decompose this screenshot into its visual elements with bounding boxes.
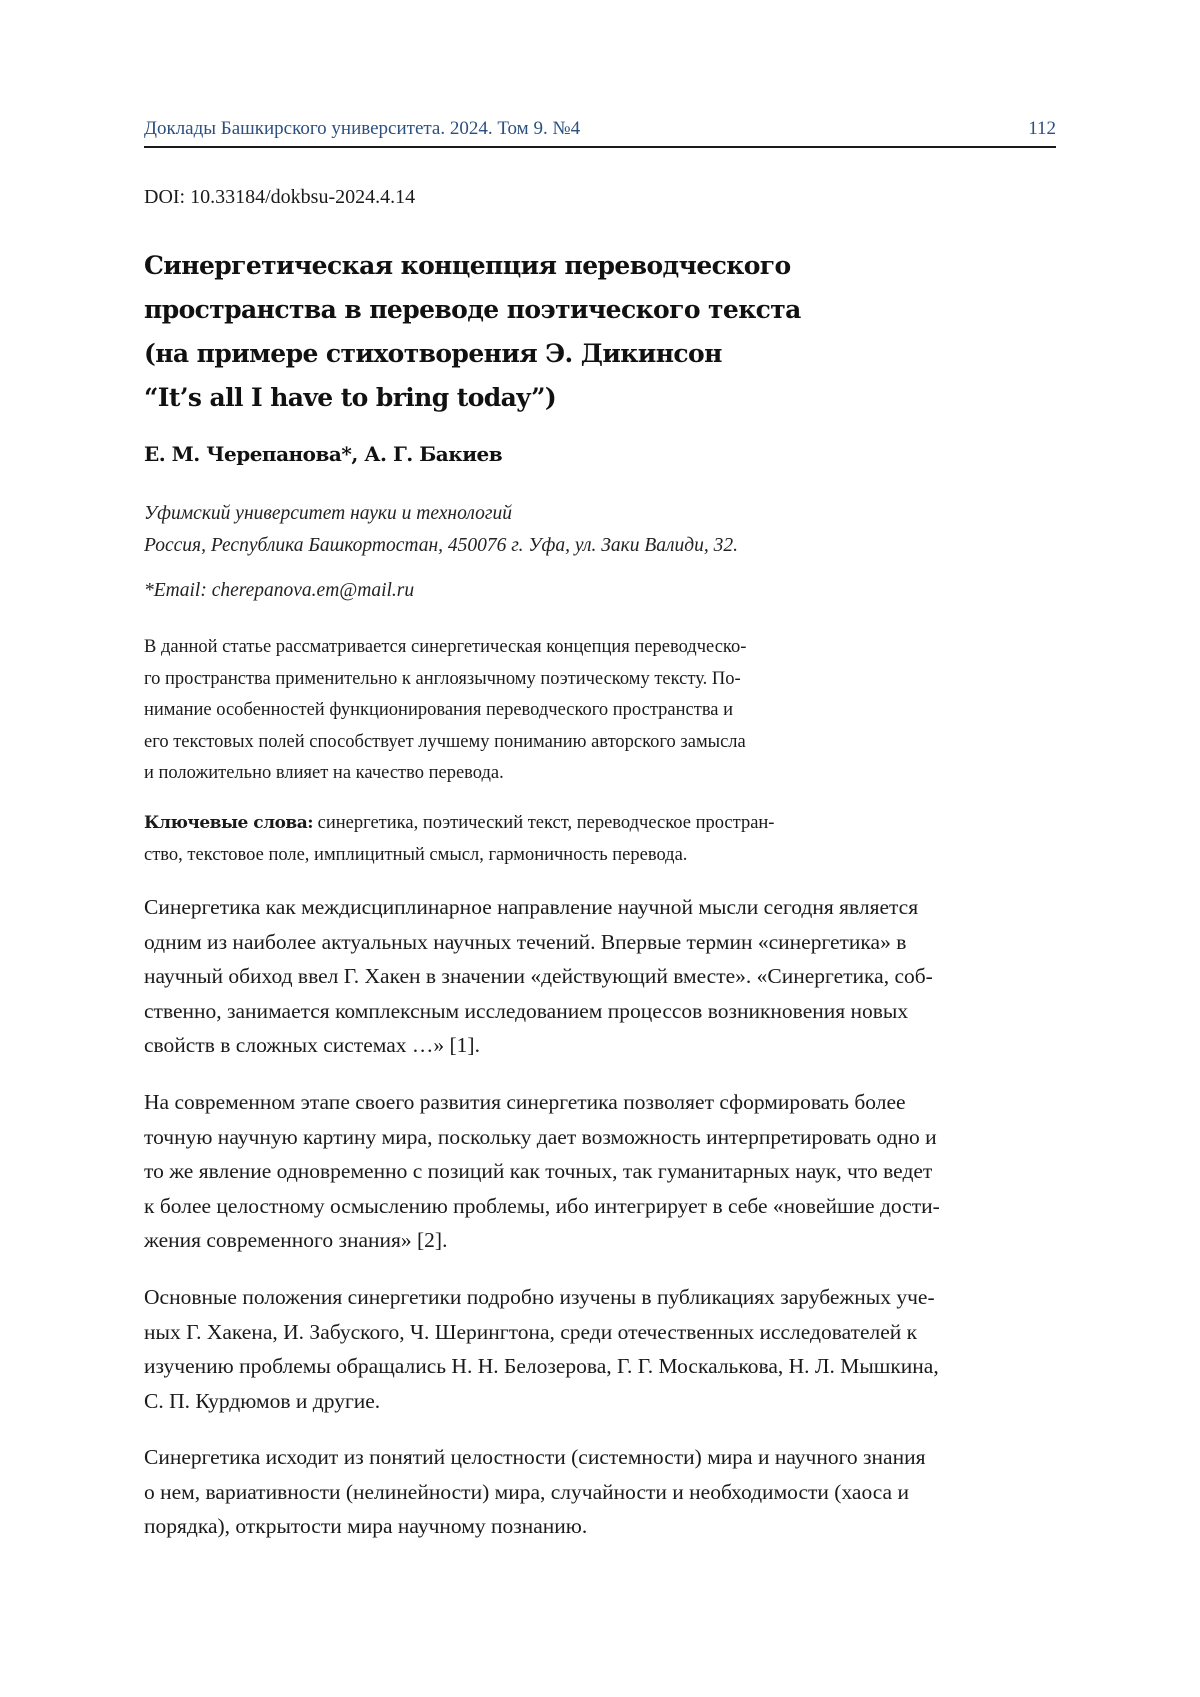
paragraph-line: На современном этапе своего развития синергетика позволяет сформировать более	[144, 1090, 906, 1114]
affiliation-line: Россия, Республика Башкортостан, 450076 г. Уфа, ул. Заки Валиди, 32.	[144, 535, 739, 556]
paragraph-line: порядка), открытости мира научному познанию.	[144, 1514, 588, 1538]
journal-title: Доклады Башкирского университета. 2024. Том 9. №4	[144, 118, 581, 139]
paragraph-line: Синергетика исходит из понятий целостности (системности) мира и научного знания	[144, 1445, 926, 1469]
abstract-line: го пространства применительно к англоязычному поэтическому тексту. По-	[144, 668, 741, 689]
paragraph-line: ных Г. Хакена, И. Забуского, Ч. Шерингтона, среди отечественных исследователей к	[144, 1319, 918, 1344]
paragraph-line: точную научную картину мира, поскольку дает возможность интерпретировать одно и	[144, 1124, 937, 1149]
body-paragraph-3	[144, 1280, 1056, 1418]
doi: DOI: 10.33184/dokbsu-2024.4.14	[144, 186, 416, 208]
body-paragraph-2	[144, 1085, 1056, 1258]
paragraph-line: научный обиход ввел Г. Хакен в значении «действующий вместе». «Синергетика, соб-	[144, 964, 933, 988]
keywords-line: ство, текстовое поле, имплицитный смысл, гармоничность перевода.	[144, 844, 688, 865]
paragraph-line: о нем, вариативности (нелинейности) мира, случайности и необходимости (хаоса и	[144, 1479, 909, 1504]
title-line: пространства в переводе поэтического текста	[144, 295, 801, 324]
paragraph-line: изучению проблемы обращались Н. Н. Белозерова, Г. Г. Москалькова, Н. Л. Мышкина,	[144, 1354, 939, 1378]
title-line: (на примере стихотворения Э. Дикинсон	[144, 339, 722, 368]
affiliation-line: Уфимский университет науки и технологий	[144, 503, 512, 524]
abstract-line: и положительно влияет на качество перевода.	[144, 763, 504, 783]
paragraph-line: к более целостному осмыслению проблемы, ибо интегрирует в себе «новейшие дости-	[144, 1193, 940, 1218]
authors: Е. М. Черепанова*, А. Г. Бакиев	[144, 442, 503, 466]
title-line: Синергетическая концепция переводческого	[144, 251, 791, 280]
keywords-label: Ключевые слова:	[144, 813, 314, 833]
paragraph-line: ственно, занимается комплексным исследованием процессов возникновения новых	[144, 998, 909, 1023]
paragraph-line: Основные положения синергетики подробно изучены в публикациях зарубежных уче-	[144, 1285, 935, 1309]
abstract	[144, 632, 904, 790]
article-title	[144, 244, 904, 420]
title-line: “It’s all I have to bring today”)	[144, 383, 557, 412]
paragraph-line: свойств в сложных системах …» [1].	[144, 1033, 480, 1057]
page-number: 112	[1028, 118, 1056, 139]
corresponding-email: *Email: cherepanova.em@mail.ru	[144, 580, 415, 601]
abstract-line: нимание особенностей функционирования переводческого пространства и	[144, 700, 734, 720]
paragraph-line: жения современного знания» [2].	[144, 1228, 448, 1252]
body-paragraph-4	[144, 1440, 1056, 1544]
paragraph-line: Синергетика как междисциплинарное направление научной мысли сегодня является	[144, 895, 919, 919]
keywords	[144, 808, 904, 871]
running-header	[144, 114, 1056, 148]
paragraph-line: одним из наиболее актуальных научных течений. Впервые термин «синергетика» в	[144, 929, 907, 954]
body-paragraph-1	[144, 890, 1056, 1063]
abstract-line: его текстовых полей способствует лучшему пониманию авторского замысла	[144, 731, 746, 752]
abstract-line: В данной статье рассматривается синергетическая концепция переводческо-	[144, 637, 747, 657]
keywords-line	[144, 808, 904, 840]
keywords-text: синергетика, поэтический текст, переводческое простран-	[313, 813, 775, 833]
affiliation	[144, 498, 738, 562]
paragraph-line: то же явление одновременно с позиций как точных, так гуманитарных наук, что ведет	[144, 1159, 933, 1183]
paragraph-line: С. П. Курдюмов и другие.	[144, 1388, 381, 1413]
